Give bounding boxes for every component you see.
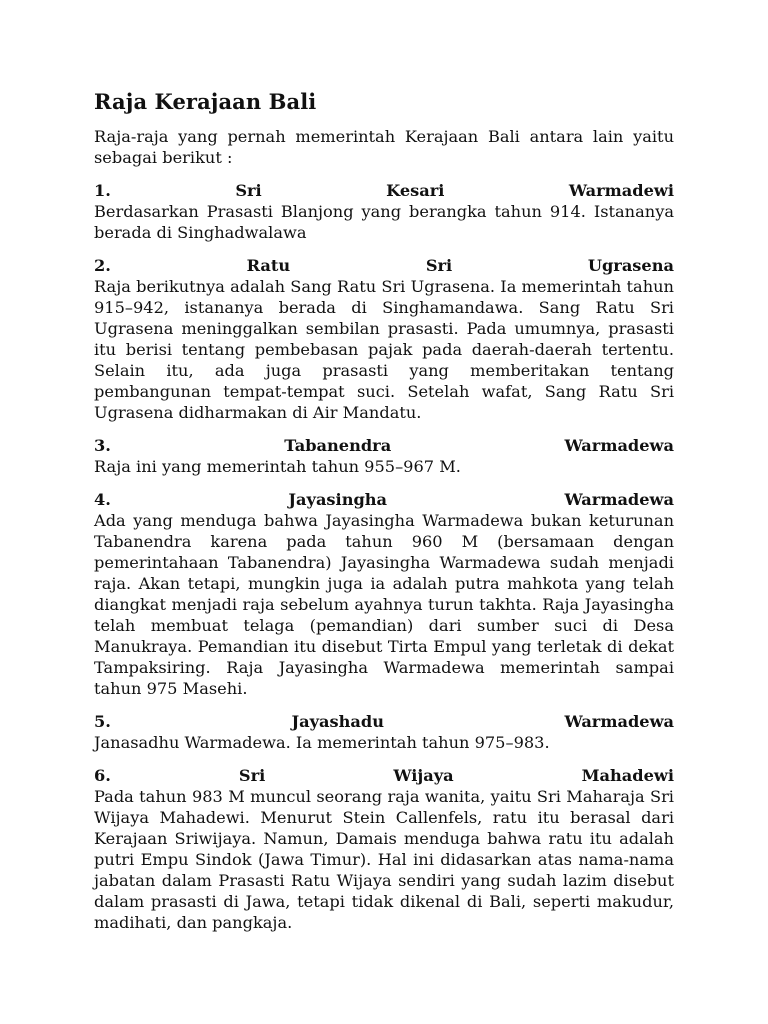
king-description: Berdasarkan Prasasti Blanjong yang berangka tahun 914. Istananya berada di Singhadwalawa: [94, 202, 674, 242]
king-heading: [94, 180, 674, 201]
king-number: 1.: [94, 181, 111, 200]
king-section: [94, 489, 674, 699]
king-name-word: Warmadewi: [568, 181, 674, 200]
king-name-word: Wijaya: [393, 766, 454, 785]
king-name-word: Sri: [238, 766, 266, 785]
king-description: Janasadhu Warmadewa. Ia memerintah tahun 975–983.: [94, 733, 550, 752]
intro-paragraph: Raja-raja yang pernah memerintah Kerajaan Bali antara lain yaitu sebagai berikut :: [94, 127, 674, 167]
king-heading: [94, 255, 674, 276]
king-number: 4.: [94, 490, 111, 509]
king-name-word: Ugrasena: [587, 256, 674, 275]
king-name-word: Tabanendra: [284, 436, 392, 455]
king-heading: [94, 711, 674, 732]
king-heading: [94, 765, 674, 786]
king-description: Raja ini yang memerintah tahun 955–967 M.: [94, 457, 461, 476]
king-number: 5.: [94, 712, 111, 731]
king-name-word: Jayashadu: [291, 712, 384, 731]
king-section: [94, 765, 674, 933]
page-title: Raja Kerajaan Bali: [94, 89, 317, 114]
king-heading: [94, 489, 674, 510]
king-number: 6.: [94, 766, 111, 785]
king-name-word: Warmadewa: [564, 490, 674, 509]
king-number: 2.: [94, 256, 111, 275]
king-name-word: Jayasingha: [288, 490, 388, 509]
king-name-word: Warmadewa: [564, 712, 674, 731]
king-heading: [94, 435, 674, 456]
document-page: [94, 88, 674, 945]
king-section: [94, 180, 674, 243]
king-name-word: Warmadewa: [564, 436, 674, 455]
king-section: [94, 435, 674, 477]
king-section: [94, 711, 674, 753]
king-number: 3.: [94, 436, 111, 455]
king-name-word: Sri: [425, 256, 453, 275]
king-list: [94, 180, 674, 933]
king-section: [94, 255, 674, 423]
king-name-word: Sri: [235, 181, 262, 200]
king-description: Pada tahun 983 M muncul seorang raja wanita, yaitu Sri Maharaja Sri Wijaya Mahadewi. Menurut Stein Callenfels, ratu itu berasal dari Kerajaan Sriwijaya. Namun, Damais menduga bahwa ratu itu adalah putri Empu Sindok (Jawa Timur). Hal ini didasarkan atas nama-nama jabatan dalam Prasasti Ratu Wijaya sendiri yang sudah lazim disebut dalam prasasti di Jawa, tetapi tidak dikenal di Bali, seperti makudur, madihati, dan pangkaja.: [94, 787, 674, 932]
king-description: Ada yang menduga bahwa Jayasingha Warmadewa bukan keturunan Tabanendra karena pada tahun 960 M (bersamaan dengan pemerintahaan Tabanendra) Jayasingha Warmadewa sudah menjadi raja. Akan tetapi, mungkin juga ia adalah putra mahkota yang telah diangkat menjadi raja sebelum ayahnya turun takhta. Raja Jayasingha telah membuat telaga (pemandian) dari sumber suci di Desa Manukraya. Pemandian itu disebut Tirta Empul yang terletak di dekat Tampaksiring. Raja Jayasingha Warmadewa memerintah sampai tahun 975 Masehi.: [94, 511, 674, 698]
king-name-word: Kesari: [386, 181, 445, 200]
king-name-word: Mahadewi: [581, 766, 674, 785]
king-name-word: Ratu: [246, 256, 291, 275]
king-description: Raja berikutnya adalah Sang Ratu Sri Ugrasena. Ia memerintah tahun 915–942, istananya berada di Singhamandawa. Sang Ratu Sri Ugrasena meninggalkan sembilan prasasti. Pada umumnya, prasasti itu berisi tentang pembebasan pajak pada daerah-daerah tertentu. Selain itu, ada juga prasasti yang memberitakan tentang pembangunan tempat-tempat suci. Setelah wafat, Sang Ratu Sri Ugrasena didharmakan di Air Mandatu.: [94, 277, 674, 422]
